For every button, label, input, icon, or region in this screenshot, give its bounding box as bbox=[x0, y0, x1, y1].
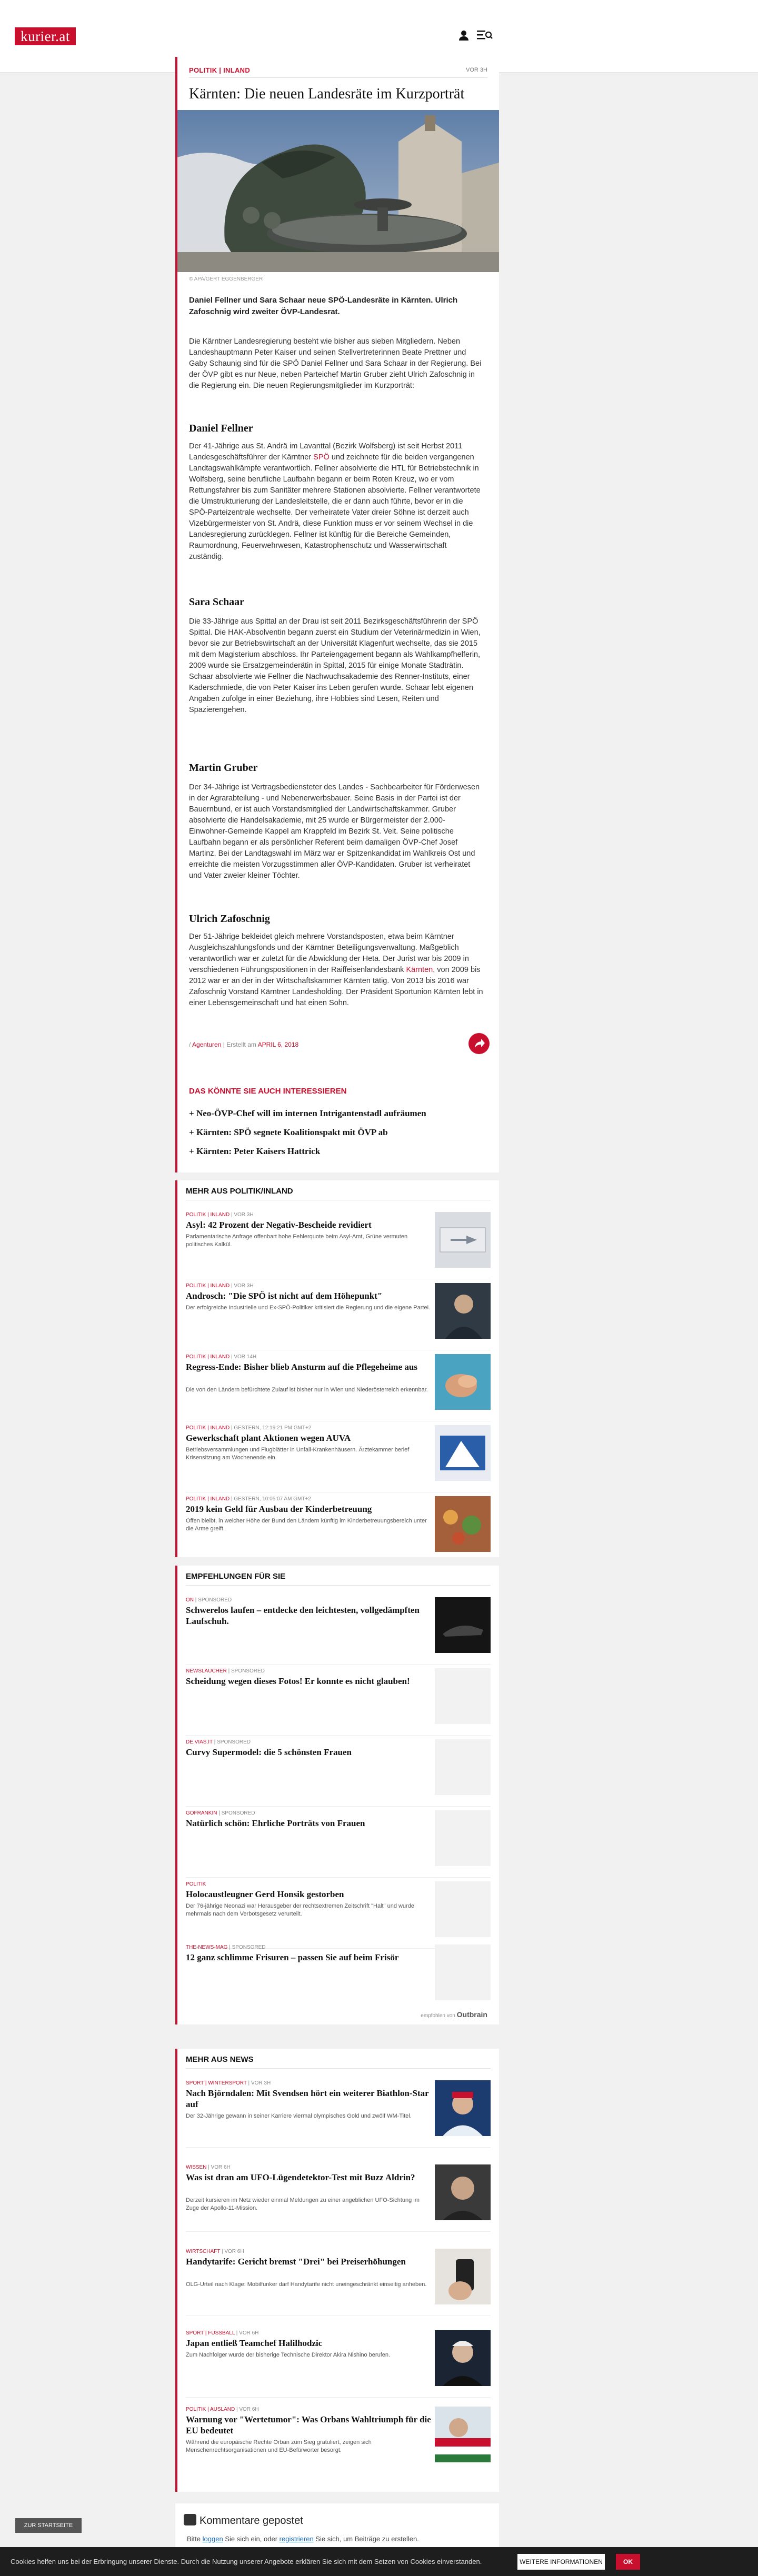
recommendation-item[interactable]: ON | SPONSORED Schwerelos laufen – entdecke den leichtesten, vollgedämpften Laufschuh. bbox=[186, 1597, 491, 1665]
thumbnail bbox=[435, 1944, 491, 2000]
register-link[interactable]: registrieren bbox=[279, 2535, 314, 2543]
thumbnail bbox=[435, 2249, 491, 2304]
more-news-module bbox=[175, 2049, 499, 2492]
more-politik-module bbox=[175, 1180, 499, 1557]
user-icon[interactable] bbox=[458, 29, 470, 41]
cookie-text: Cookies helfen uns bei der Erbringung unserer Dienste. Durch die Nutzung unserer Angebote erklären Sie sich mit dem Setzen von Cookies einverstanden. bbox=[11, 2558, 482, 2565]
section-text: Der 34-Jährige ist Vertragsbediensteter des Landes - Sachbearbeiter für Förderwesen in der Agrarabteilung - und Nebenerwerbsbauer. Seine Basis in der Partei ist der Bauernbund, er ist auch Vorstandsmitglied der Landwirtschaftskammer. Gruber absolvierte die Handelsakademie, mit 25 wurde er Bürgermeister der 2.000-Einwohner-Gemeinde Kappel am Krappfeld im Bezirk St. Veit. Seine politische Laufbahn begann er als persönlicher Referent beim damaligen ÖVP-Chef Josef Martinz. Bei der Landtagswahl im März war er Spitzenkandidat im Wahlkreis Ost und erreichte die meisten Vorzugsstimmen aller ÖVP-Kandidaten. Gruber ist verheiratet und Vater zweier kleiner Töchter. bbox=[189, 783, 480, 880]
article-date: VOR 3H bbox=[466, 67, 487, 73]
list-item[interactable]: WISSEN | VOR 6H Was ist dran am UFO-Lügendetektor-Test mit Buzz Aldrin? Derzeit kursieren im Netz wieder einmal Meldungen zu einer angeblichen UFO-Sichtung im Zuge der Apollo-11-Mission. bbox=[186, 2164, 491, 2232]
thumbnail bbox=[435, 1283, 491, 1339]
section-heading: Sara Schaar bbox=[189, 596, 244, 608]
thumbnail bbox=[435, 1739, 491, 1795]
might-like-title: DAS KÖNNTE SIE AUCH INTERESSIEREN bbox=[189, 1087, 347, 1096]
thumbnail bbox=[435, 2164, 491, 2220]
thumbnail bbox=[435, 1425, 491, 1481]
article-category[interactable]: POLITIK | INLAND bbox=[189, 66, 251, 74]
section-heading: Daniel Fellner bbox=[189, 423, 253, 434]
comments-box bbox=[175, 2503, 499, 2551]
section-text: Der 41-Jährige aus St. Andrä im Lavanttal (Bezirk Wolfsberg) ist seit Herbst 2011 Landesgeschäftsführer der Kärntner SPÖ und zeichnete für die beiden vergangenen Landtagswahlkämpfe verantwortlich. Fellner absolvierte die HTL für Betriebstechnik in Wolfsberg, seine berufliche Laufbahn begann er beim Roten Kreuz, wo er vom Rettungsfahrer bis zum Sanitäter mehrere Stationen absolvierte. Fellner verantwortete die Umstrukturierung der Landesleitstelle, die er dann auch führte, bevor er in die SPÖ-Parteizentrale wechselte. Der verheiratete Vater dreier Söhne ist derzeit auch Vizebürgermeister von St. Andrä, diese Funktion muss er vor seinem Wechsel in die Landesregierung zurücklegen. Fellner ist künftig für die Bereiche Gemeinden, Raumordnung, Feuerwehrwesen, Katastrophenschutz und Wasserwirtschaft zuständig. bbox=[189, 442, 481, 561]
comments-login-prompt: Bitte loggen Sie sich ein, oder registrieren Sie sich, um Beiträge zu erstellen. bbox=[187, 2535, 419, 2543]
comment-bubble-icon bbox=[184, 2514, 196, 2525]
section-text: Die 33-Jährige aus Spittal an der Drau ist seit 2011 Bezirksgeschäftsführerin der SPÖ Spittal. Die HAK-Absolventin begann zuerst ein Studium der Veterinärmedizin in Wien, bevor sie zur Betriebswirtschaft an der Universität Klagenfurt wechselte, das sie 2015 mit dem Magisterium abschloss. Ihr Parteiengagement begann als Wahlkampfhelferin, 2009 wurde sie Ersatzgemeinderätin in Spittal, 2015 für einige Monate Stadträtin. Schaar absolvierte wie Fellner die Nachwuchsakademie des Renner-Instituts, einer Kaderschmiede, die von Peter Kaiser ins Leben gerufen wurde. Schaar lebt eigenen Angaben zufolge in einer Beziehung, ihre Hobbies sind Lesen, Reiten und Spazierengehen. bbox=[189, 617, 481, 714]
recommendation-item[interactable]: GOFRANKIN | SPONSORED Natürlich schön: Ehrliche Porträts von Frauen bbox=[186, 1810, 491, 1878]
section-heading: Ulrich Zafoschnig bbox=[189, 913, 270, 925]
list-item[interactable]: POLITIK | INLAND | GESTERN, 12:19:21 PM GMT+2 Gewerkschaft plant Aktionen wegen AUVA Betriebsversammlungen und Flugblätter in Unfall-Krankenhäusern. Ärztekammer berief Krisensitzung am Wochenende ein. bbox=[186, 1425, 491, 1492]
article-intro: Die Kärntner Landesregierung besteht wie bisher aus sieben Mitgliedern. Neben Landeshauptmann Peter Kaiser und seinen Stellvertreterinnen Beate Prettner und Gaby Schaunig sind für die SPÖ Daniel Fellner und Sara Schaar in der Regierung. Bei der ÖVP gibt es nur Neue, neben Parteichef Martin Gruber zieht Ulrich Zafoschnig in die Regierung ein. Die neuen Regierungsmitglieder im Kurzporträt: bbox=[189, 337, 482, 390]
article-title: Kärnten: Die neuen Landesräte im Kurzporträt bbox=[189, 86, 465, 102]
might-like-link[interactable]: + Kärnten: Peter Kaisers Hattrick bbox=[189, 1146, 321, 1156]
cookie-ok-button[interactable]: OK bbox=[616, 2554, 640, 2570]
image-credit: © APA/GERT EGGENBERGER bbox=[189, 276, 263, 282]
login-link[interactable]: loggen bbox=[202, 2535, 223, 2543]
article bbox=[175, 57, 499, 1172]
thumbnail bbox=[435, 1354, 491, 1410]
published-date: APRIL 6, 2018 bbox=[257, 1041, 299, 1048]
list-item[interactable]: WIRTSCHAFT | VOR 6H Handytarife: Gericht bremst "Drei" bei Preiserhöhungen OLG-Urteil nach Klage: Mobilfunker darf Handytarife nicht uneingeschränkt einseitig anheben. bbox=[186, 2249, 491, 2316]
list-item[interactable]: SPORT | WINTERSPORT | VOR 3H Nach Björndalen: Mit Svendsen hört ein weiterer Biathlon-Star auf Der 32-Jährige gewann in seiner Karriere viermal olympisches Gold und zwölf WM-Titel. bbox=[186, 2080, 491, 2148]
recommendation-item[interactable]: POLITIK Holocaustleugner Gerd Honsik gestorben Der 76-jährige Neonazi war Herausgeber der rechtsextremen Zeitschrift "Halt" und wurde mehrmals nach dem Verbotsgesetz verurteilt. bbox=[186, 1881, 491, 1949]
section-heading: Martin Gruber bbox=[189, 762, 258, 774]
thumbnail bbox=[435, 1881, 491, 1937]
thumbnail bbox=[435, 2080, 491, 2136]
source-link[interactable]: Agenturen bbox=[192, 1041, 222, 1048]
thumbnail bbox=[435, 1496, 491, 1552]
cookie-banner bbox=[0, 2547, 758, 2576]
list-item[interactable]: SPORT | FUSSBALL | VOR 6H Japan entließ Teamchef Halilhodzic Zum Nachfolger wurde der bisherige Technische Direktor Akira Nishino berufen. bbox=[186, 2330, 491, 2398]
list-item[interactable]: POLITIK | INLAND | GESTERN, 10:05:07 AM GMT+2 2019 kein Geld für Ausbau der Kinderbetreuung Offen bleibt, in welcher Höhe der Bund den Ländern künftig im Kinderbetreuungsbereich unter die Arme greift. bbox=[186, 1496, 491, 1563]
might-like-link[interactable]: + Neo-ÖVP-Chef will im internen Intrigantenstadl aufräumen bbox=[189, 1108, 426, 1118]
recommendation-item[interactable]: DE.VIAS.IT | SPONSORED Curvy Supermodel: die 5 schönsten Frauen bbox=[186, 1739, 491, 1807]
thumbnail bbox=[435, 1668, 491, 1724]
thumbnail bbox=[435, 1810, 491, 1866]
thumbnail bbox=[435, 2330, 491, 2386]
share-button[interactable] bbox=[468, 1033, 490, 1054]
module-title: MEHR AUS NEWS bbox=[186, 2055, 491, 2069]
recommendations-module bbox=[175, 1566, 499, 2024]
list-item[interactable]: POLITIK | AUSLAND | VOR 6H Warnung vor "Wertetumor": Was Orbans Wahltriumph für die EU bedeutet Während die europäische Rechte Orban zum Sieg gratuliert, zeigen sich Menschenrechtsorganisationen und EU-Befürworter besorgt. bbox=[186, 2407, 491, 2474]
section-text: Der 51-Jährige bekleidet gleich mehrere Vorstandsposten, etwa beim Kärntner Ausgleichszahlungsfonds und der Kärntner Beteiligungsverwaltung. Maßgeblich verantwortlich war er zuletzt für die Abwicklung der Heta. Der Jurist war bis 2009 in verschiedenen Führungspositionen in der Raiffeisenlandesbank Kärnten, von 2009 bis 2012 war er an der in der Wirtschaftskammer Kärnten tätig. Von 2013 bis 2016 war Zafoschnig Vorstand Kärntner Landesholding. Der Präsident Sportunion Kärnten lebt in einer Lebensgemeinschaft und hat einen Sohn. bbox=[189, 933, 483, 1007]
cookie-more-info-button[interactable]: WEITERE INFORMATIONEN bbox=[517, 2554, 605, 2570]
article-lead: Daniel Fellner und Sara Schaar neue SPÖ-Landesräte in Kärnten. Ulrich Zafoschnig wird zweiter ÖVP-Landesrat. bbox=[189, 296, 458, 316]
might-like-link[interactable]: + Kärnten: SPÖ segnete Koalitionspakt mit ÖVP ab bbox=[189, 1127, 388, 1137]
module-title: MEHR AUS POLITIK/INLAND bbox=[186, 1187, 491, 1200]
list-item[interactable]: POLITIK | INLAND | VOR 3H Asyl: 42 Prozent der Negativ-Bescheide revidiert Parlamentarische Anfrage offenbart hohe Fehlerquote beim Asyl-Amt, Grüne vermuten politisches Kalkül. bbox=[186, 1212, 491, 1279]
back-to-start-button[interactable]: ZUR STARTSEITE bbox=[15, 2518, 82, 2533]
outbrain-attribution[interactable]: empfohlen von Outbrain bbox=[421, 2010, 487, 2019]
list-item[interactable]: POLITIK | INLAND | VOR 3H Androsch: "Die SPÖ ist nicht auf dem Höhepunkt" Der erfolgreiche Industrielle und Ex-SPÖ-Politiker kritisiert die Regierung und die eigene Partei. bbox=[186, 1283, 491, 1350]
comments-title: Kommentare gepostet bbox=[200, 2515, 303, 2527]
article-category-bar bbox=[189, 63, 487, 78]
search-menu-icon[interactable] bbox=[477, 29, 493, 41]
site-logo[interactable]: kurier.at bbox=[15, 27, 76, 45]
recommendation-item[interactable]: THE-NEWS-MAG | SPONSORED 12 ganz schlimme Frisuren – passen Sie auf beim Frisör bbox=[186, 1944, 491, 2012]
article-hero-image bbox=[177, 110, 499, 272]
share-icon bbox=[468, 1033, 490, 1054]
module-title: EMPFEHLUNGEN FÜR SIE bbox=[186, 1572, 491, 1586]
inline-link[interactable]: Kärnten bbox=[406, 966, 433, 974]
thumbnail bbox=[435, 1597, 491, 1653]
thumbnail bbox=[435, 1212, 491, 1268]
article-meta: / Agenturen | Erstellt am APRIL 6, 2018 bbox=[189, 1041, 299, 1048]
thumbnail bbox=[435, 2407, 491, 2462]
list-item[interactable]: POLITIK | INLAND | VOR 14H Regress-Ende: Bisher blieb Ansturm auf die Pflegeheime aus Die von den Ländern befürchtete Zulauf ist bisher nur in Wien und Niederösterreich erkennbar. bbox=[186, 1354, 491, 1421]
recommendation-item[interactable]: NEWSLAUCHER | SPONSORED Scheidung wegen dieses Fotos! Er konnte es nicht glauben! bbox=[186, 1668, 491, 1736]
inline-link[interactable]: SPÖ bbox=[313, 453, 330, 462]
